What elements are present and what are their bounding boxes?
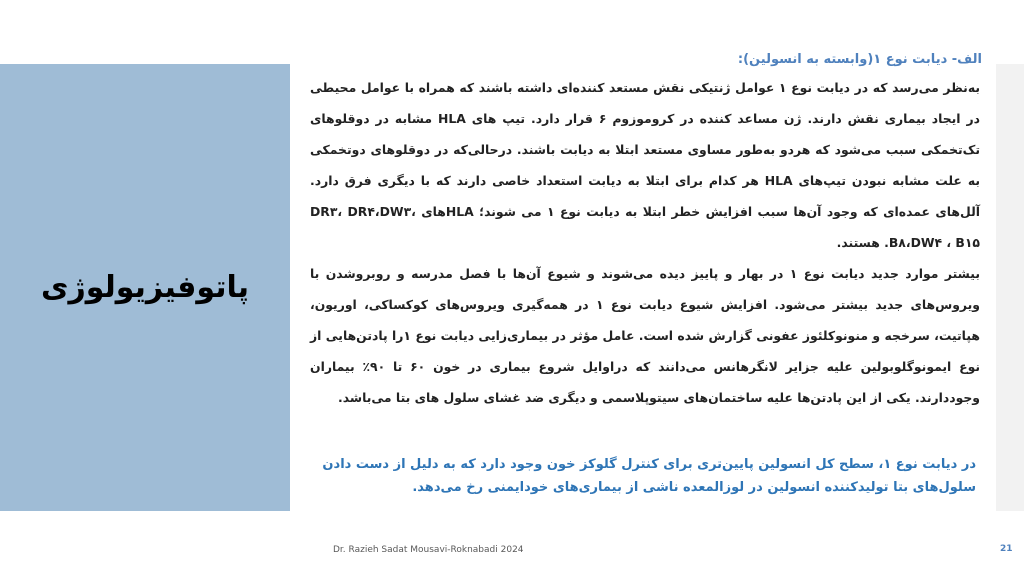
note-line-2: سلول‌های بتا تولیدکننده انسولین در لوزالمعده ناشی از بیماری‌های خودایمنی رخ می‌دهد. <box>412 480 976 495</box>
section-heading: الف- دیابت نوع ۱(وابسته به انسولین): <box>737 52 982 67</box>
paragraph-environment: بیشتر موارد جدید دیابت نوع ۱ در بهار و پاییز دیده می‌شوند و شیوع آن‌ها با فصل مدرسه و روبروشدن با ویروس‌های جدید بیشتر می‌شود. افزایش شیوع دیابت نوع ۱ در همه‌گیری ویروس‌های کوکساکی، اوریون، هپاتیت، سرخجه و منونوکلئوز عفونی گزارش شده است. عامل مؤثر در بیماری‌زایی دیابت نوع ۱را پادتن‌هایی از نوع ایمونوگلوبولین علیه جزایر لانگرهانس می‌دانند که دراوایل شروع بیماری در خون ۶۰ تا ۹۰٪ بیماران وجوددارند. یکی از این پادتن‌ها علیه ساختمان‌های سیتوپلاسمی و دیگری ضد غشای سلول های بتا می‌باشد. <box>310 266 980 405</box>
footer-author: Dr. Razieh Sadat Mousavi-Roknabadi 2024 <box>333 545 524 555</box>
slide-content <box>300 50 990 515</box>
paragraph-genetics: به‌نظر می‌رسد که در دیابت نوع ۱ عوامل ژنتیکی نقش مستعد کننده‌ای داشته باشند که همراه با عوامل محیطی در ایجاد بیماری نقش دارند. ژن مساعد کننده در کروموزوم ۶ قرار دارد. تیپ های HLA مشابه در دوقلوهای تک‌تخمکی سبب می‌شود که هردو به‌طور مساوی مستعد ابتلا به دیابت باشند. درحالی‌که در دوقلوهای دوتخمکی به علت مشابه نبودن تیپ‌های HLA هر کدام برای ابتلا به دیابت استعداد خاصی دارند که با دیگری فرق دارد. آلل‌های عمده‌ای که وجود آن‌ها سبب افزایش خطر ابتلا به دیابت نوع ۱ می شوند؛ HLAهای DR۳، DR۴،DW۳، B۸،DW۴ ، B۱۵. هستند. <box>310 80 980 250</box>
right-decor-strip <box>996 64 1024 511</box>
page-number: 21 <box>1000 544 1013 554</box>
highlight-note <box>300 453 990 499</box>
slide-title: پاتوفیزیولوژی <box>40 270 250 305</box>
note-line-1: در دیابت نوع ۱، سطح کل انسولین پایین‌تری برای کنترل گلوکز خون وجود دارد که به دلیل از دست دادن <box>322 457 976 472</box>
title-panel <box>0 64 290 511</box>
